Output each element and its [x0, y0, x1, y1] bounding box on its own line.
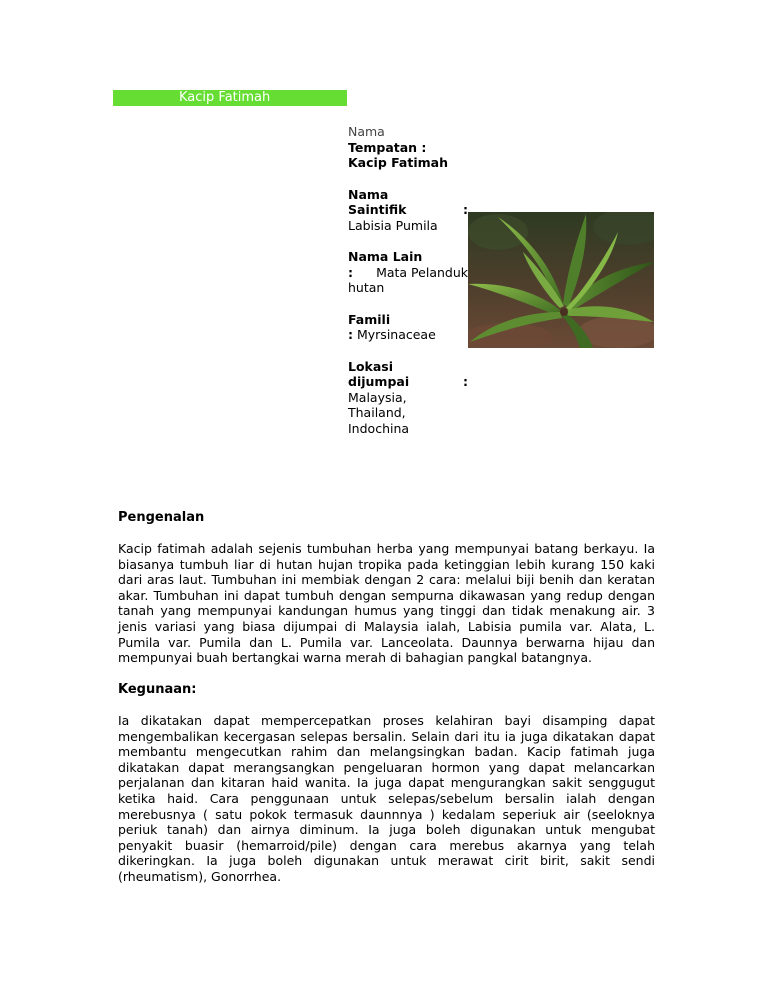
pengenalan-line: Kacip fatimah adalah sejenis tumbuhan herba yang mempunyai batang berkayu. Ia: [118, 541, 655, 556]
nama-saintifik-row: [348, 202, 468, 218]
kegunaan-line: mengembalikan kecergasan selepas bersalin. Selain dari itu ia juga dikatakan dapat: [118, 728, 655, 744]
kegunaan-line: Ia dikatakan dapat mempercepatkan proses kelahiran bayi disamping dapat: [118, 713, 655, 728]
nama-lain-value-1: Mata Pelanduk: [376, 264, 468, 280]
plant-photo: [468, 212, 654, 348]
nama-lain-value-2: hutan: [348, 280, 385, 295]
lokasi-row: [348, 374, 468, 390]
kegunaan-line: membantu mengecutkan rahim dan melangsingkan badan. Kacip fatimah juga: [118, 744, 655, 760]
nama-lain-colon: :: [348, 264, 353, 280]
nama-tempatan-label-1: Nama: [348, 124, 385, 139]
famili-label: Famili: [348, 311, 391, 327]
lokasi-label-2: dijumpai: [348, 374, 410, 389]
kegunaan-heading: Kegunaan:: [118, 682, 197, 697]
kegunaan-line: dikatakan dapat merangsangkan pengeluaran hormon yang dapat melancarkan: [118, 759, 655, 775]
plant-info: [348, 124, 468, 452]
lokasi-label-1: Lokasi: [348, 358, 394, 374]
kegunaan-paragraph: [118, 713, 655, 885]
kegunaan-line: periuk tanah) dan airnya diminum. Ia juga boleh digunakan untuk mengubat: [118, 822, 655, 838]
pengenalan-line: akar. Tumbuhan ini dapat tumbuh dengan sempurna dikawasan yang redup dengan: [118, 587, 655, 603]
page-title: Kacip Fatimah: [179, 90, 271, 105]
nama-tempatan-value: Kacip Fatimah: [348, 155, 448, 170]
nama-saintifik-label-2: Saintifik: [348, 202, 407, 217]
pengenalan-line: dari aras laut. Tumbuhan ini membiak dengan 2 cara: melalui biji benih dan keratan: [118, 572, 655, 588]
plant-photo-drawing: [468, 212, 654, 348]
nama-saintifik-colon: :: [463, 202, 468, 217]
nama-saintifik-value: Labisia Pumila: [348, 217, 438, 233]
kegunaan-line: (rheumatism), Gonorrhea.: [118, 868, 282, 884]
kegunaan-line: perjalanan dan kitaran haid wanita. Ia juga dapat mengurangkan sakit senggugut: [118, 775, 655, 791]
lokasi-colon: :: [463, 374, 468, 389]
nama-saintifik-label-1: Nama: [348, 186, 389, 202]
pengenalan-paragraph: [118, 541, 655, 666]
title-banner: [113, 90, 347, 106]
famili-row: [348, 327, 468, 343]
pengenalan-line: Pumila var. Pumila dan L. Pumila var. Lanceolata. Daunnya berwarna hijau dan: [118, 634, 655, 650]
lokasi-value-3: Indochina: [348, 420, 410, 436]
lokasi-block: [348, 359, 468, 437]
famili-colon: :: [348, 327, 353, 342]
nama-lain-row: [348, 265, 468, 281]
pengenalan-line: tanah yang mempunyai kandungan humus yang tinggi dan tidak menakung air. 3: [118, 603, 655, 619]
lokasi-value-2: Thailand,: [348, 405, 406, 420]
kegunaan-line: merebusnya ( satu pokok termasuk daunnnya ) kedalam seperiuk air (seeloknya: [118, 806, 655, 822]
pengenalan-line: jenis variasi yang biasa dijumpai di Malaysia ialah, Labisia pumila var. Alata, L.: [118, 618, 655, 634]
nama-tempatan-label-2: Tempatan :: [348, 139, 427, 155]
pengenalan-line: biasanya tumbuh liar di hutan hujan tropika pada ketinggian lebih kurang 150 kaki: [118, 556, 655, 572]
nama-lain-block: [348, 249, 468, 296]
nama-lain-label: Nama Lain: [348, 249, 423, 264]
pengenalan-line: mempunyai buah bertangkai warna merah di bahagian pangkal batangnya.: [118, 650, 593, 666]
pengenalan-heading: Pengenalan: [118, 510, 205, 525]
famili-value: Myrsinaceae: [356, 327, 436, 342]
lokasi-value-1: Malaysia,: [348, 389, 407, 405]
kegunaan-line: ketika haid. Cara penggunaan untuk selepas/sebelum bersalin ialah dengan: [118, 790, 655, 806]
famili-block: [348, 312, 468, 343]
nama-saintifik-block: [348, 187, 468, 234]
nama-tempatan-block: [348, 124, 468, 171]
kegunaan-line: penyakit buasir (hemarroid/pile) dengan cara merebus akarnya yang telah: [118, 837, 655, 853]
kegunaan-line: dikeringkan. Ia juga boleh digunakan untuk merawat cirit birit, sakit sendi: [118, 853, 655, 869]
